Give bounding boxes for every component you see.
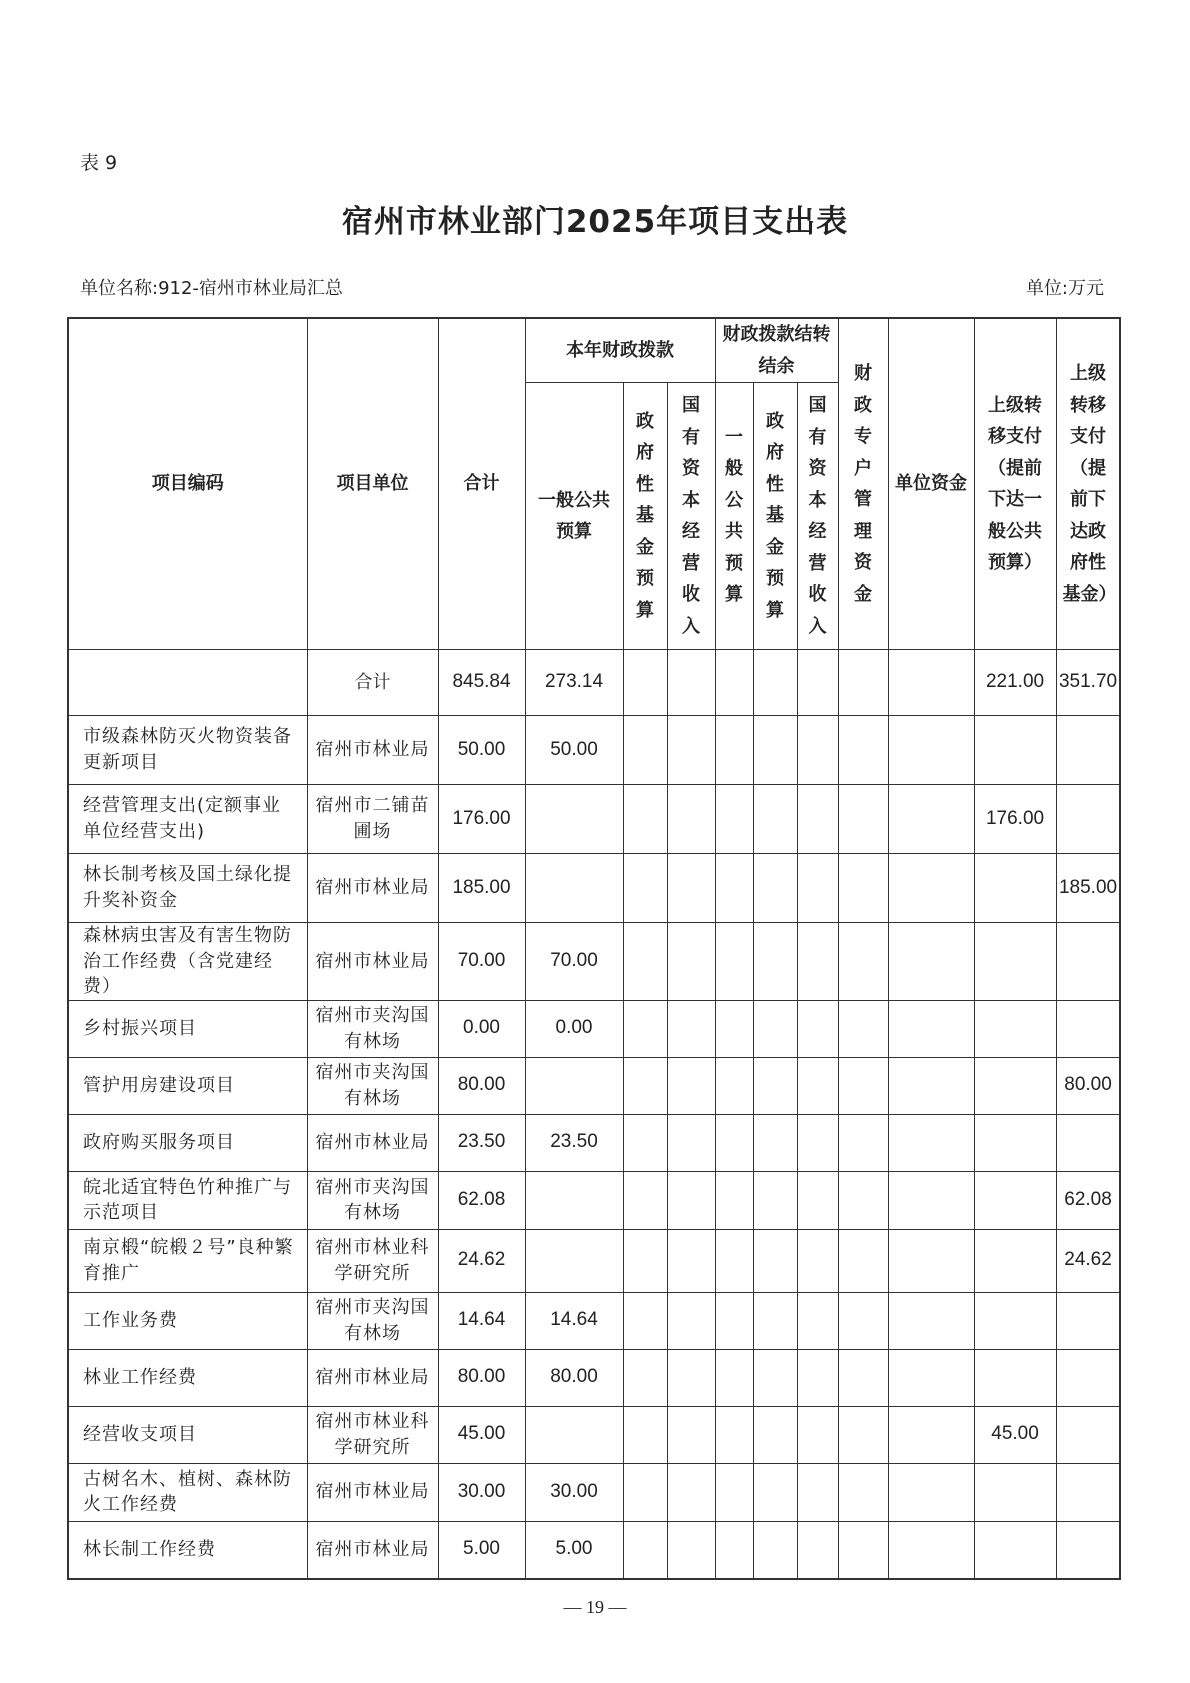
unit-name-label: 单位名称:912-宿州市林业局汇总 <box>80 278 343 299</box>
empty-cell <box>888 1000 974 1057</box>
cy-general-cell: 14.64 <box>525 1292 623 1349</box>
cy-general-cell: 50.00 <box>525 716 623 785</box>
empty-cell <box>797 1171 838 1229</box>
empty-cell <box>623 1000 667 1057</box>
transfer-general-cell <box>1056 1521 1120 1579</box>
empty-cell <box>797 785 838 854</box>
unit-funds-cell <box>974 716 1056 785</box>
table-row <box>68 716 1120 785</box>
empty-cell <box>667 923 715 1001</box>
empty-cell <box>623 785 667 854</box>
empty-cell <box>797 716 838 785</box>
empty-cell <box>623 1521 667 1579</box>
transfer-general-cell: 62.08 <box>1056 1171 1120 1229</box>
empty-cell <box>667 1057 715 1114</box>
header-special-account: 财政专户管理资金 <box>838 318 888 650</box>
unit-funds-cell <box>974 854 1056 923</box>
total-cell: 23.50 <box>438 1114 525 1171</box>
empty-cell <box>715 716 753 785</box>
project-unit-cell: 宿州市林业局 <box>307 1463 438 1521</box>
transfer-general-cell: 80.00 <box>1056 1057 1120 1114</box>
transfer-general-cell <box>1056 1000 1120 1057</box>
empty-cell <box>753 1171 797 1229</box>
empty-cell <box>623 1349 667 1406</box>
header-co-govfund-budget: 政府性基金预算 <box>753 383 797 650</box>
empty-cell <box>838 1349 888 1406</box>
project-name-cell: 乡村振兴项目 <box>68 1000 307 1057</box>
empty-cell <box>797 1114 838 1171</box>
total-cell: 70.00 <box>438 923 525 1001</box>
transfer-general-cell: 24.62 <box>1056 1229 1120 1292</box>
empty-cell <box>667 1114 715 1171</box>
cy-general-cell <box>525 854 623 923</box>
empty-cell <box>888 1057 974 1114</box>
empty-cell <box>797 1521 838 1579</box>
unit-funds-cell <box>974 1057 1056 1114</box>
project-name-cell: 市级森林防灭火物资装备更新项目 <box>68 716 307 785</box>
summary-total: 845.84 <box>438 650 525 716</box>
table-number-label: 表 9 <box>80 152 118 174</box>
empty-cell <box>888 1521 974 1579</box>
empty-cell <box>797 1292 838 1349</box>
empty-cell <box>838 1171 888 1229</box>
project-name-cell: 林业工作经费 <box>68 1349 307 1406</box>
empty-cell <box>753 1463 797 1521</box>
header-co-state-capital: 国有资本经营收入 <box>797 383 838 650</box>
unit-funds-cell <box>974 1521 1056 1579</box>
empty-cell <box>715 1000 753 1057</box>
project-name-cell: 工作业务费 <box>68 1292 307 1349</box>
empty-cell <box>797 854 838 923</box>
cy-general-cell <box>525 785 623 854</box>
empty-cell <box>667 1521 715 1579</box>
empty-cell <box>888 1292 974 1349</box>
empty-cell <box>753 785 797 854</box>
unit-funds-cell <box>974 1114 1056 1171</box>
cy-general-cell: 5.00 <box>525 1521 623 1579</box>
empty-cell <box>667 1000 715 1057</box>
header-project-unit: 项目单位 <box>307 318 438 650</box>
empty-cell <box>888 785 974 854</box>
empty-cell <box>623 1171 667 1229</box>
transfer-general-cell <box>1056 1114 1120 1171</box>
empty-cell <box>888 716 974 785</box>
project-unit-cell: 宿州市二铺苗圃场 <box>307 785 438 854</box>
unit-funds-cell <box>974 1171 1056 1229</box>
project-expenditure-table <box>67 317 1121 1580</box>
project-unit-cell: 宿州市林业局 <box>307 716 438 785</box>
empty-cell <box>838 1292 888 1349</box>
total-cell: 5.00 <box>438 1521 525 1579</box>
header-cy-govfund-budget: 政府性基金预算 <box>623 383 667 650</box>
project-unit-cell: 宿州市林业局 <box>307 1521 438 1579</box>
empty-cell <box>623 923 667 1001</box>
empty-cell <box>715 1521 753 1579</box>
empty-cell <box>888 1349 974 1406</box>
empty-cell <box>623 1406 667 1463</box>
page-number: — 19 — <box>563 1597 627 1617</box>
empty-cell <box>715 785 753 854</box>
table-row <box>68 1292 1120 1349</box>
empty-cell <box>623 1057 667 1114</box>
total-cell: 45.00 <box>438 1406 525 1463</box>
header-transfer-general: 上级转移支付（提前下达一般公共预算） <box>974 318 1056 650</box>
total-cell: 24.62 <box>438 1229 525 1292</box>
empty-cell <box>715 1171 753 1229</box>
project-unit-cell: 宿州市林业局 <box>307 1114 438 1171</box>
empty-cell <box>715 1229 753 1292</box>
total-cell: 50.00 <box>438 716 525 785</box>
empty-cell <box>838 716 888 785</box>
project-name-cell: 经营收支项目 <box>68 1406 307 1463</box>
empty-cell <box>667 716 715 785</box>
empty-cell <box>623 1229 667 1292</box>
project-unit-cell: 宿州市林业局 <box>307 1349 438 1406</box>
empty-cell <box>715 854 753 923</box>
transfer-general-cell: 185.00 <box>1056 854 1120 923</box>
project-name-cell: 林长制工作经费 <box>68 1521 307 1579</box>
project-unit-cell: 宿州市林业科学研究所 <box>307 1229 438 1292</box>
empty-cell <box>838 1521 888 1579</box>
empty-cell <box>797 923 838 1001</box>
empty-cell <box>715 1057 753 1114</box>
table-row <box>68 1463 1120 1521</box>
total-cell: 80.00 <box>438 1057 525 1114</box>
summary-row <box>68 650 1120 716</box>
project-unit-cell: 宿州市林业局 <box>307 923 438 1001</box>
header-total: 合计 <box>438 318 525 650</box>
empty-cell <box>623 1292 667 1349</box>
header-co-general-budget: 一般公共预算 <box>715 383 753 650</box>
header-project-code: 项目编码 <box>68 318 307 650</box>
table-row <box>68 923 1120 1001</box>
summary-unit-funds: 221.00 <box>974 650 1056 716</box>
empty-cell <box>838 1463 888 1521</box>
table-row <box>68 1521 1120 1579</box>
total-cell: 176.00 <box>438 785 525 854</box>
table-row <box>68 1000 1120 1057</box>
cy-general-cell: 30.00 <box>525 1463 623 1521</box>
project-name-cell: 森林病虫害及有害生物防治工作经费（含党建经费） <box>68 923 307 1001</box>
header-transfer-govfund: 上级转移支付（提前下达政府性基金） <box>1056 318 1120 650</box>
empty-cell <box>715 1463 753 1521</box>
header-unit-funds: 单位资金 <box>888 318 974 650</box>
unit-funds-cell: 176.00 <box>974 785 1056 854</box>
empty-cell <box>753 1114 797 1171</box>
empty-cell <box>838 1114 888 1171</box>
empty-cell <box>838 923 888 1001</box>
table-row <box>68 1406 1120 1463</box>
table-row <box>68 1057 1120 1114</box>
project-name-cell: 古树名木、植树、森林防火工作经费 <box>68 1463 307 1521</box>
total-cell: 30.00 <box>438 1463 525 1521</box>
total-cell: 14.64 <box>438 1292 525 1349</box>
header-current-year-allocation: 本年财政拨款 <box>525 318 715 383</box>
empty-cell <box>715 923 753 1001</box>
summary-transfer-general: 351.70 <box>1056 650 1120 716</box>
table-row <box>68 785 1120 854</box>
cy-general-cell <box>525 1406 623 1463</box>
project-name-cell: 皖北适宜特色竹种推广与示范项目 <box>68 1171 307 1229</box>
cy-general-cell: 70.00 <box>525 923 623 1001</box>
unit-funds-cell <box>974 1292 1056 1349</box>
empty-cell <box>838 1057 888 1114</box>
empty-cell <box>715 1114 753 1171</box>
header-carryover: 财政拨款结转结余 <box>715 318 838 383</box>
transfer-general-cell <box>1056 785 1120 854</box>
transfer-general-cell <box>1056 923 1120 1001</box>
empty-cell <box>753 1349 797 1406</box>
unit-funds-cell <box>974 1229 1056 1292</box>
empty-cell <box>888 1229 974 1292</box>
transfer-general-cell <box>1056 1406 1120 1463</box>
total-cell: 185.00 <box>438 854 525 923</box>
table-row <box>68 1349 1120 1406</box>
project-name-cell: 管护用房建设项目 <box>68 1057 307 1114</box>
empty-cell <box>888 1406 974 1463</box>
project-unit-cell: 宿州市夹沟国有林场 <box>307 1000 438 1057</box>
empty-cell <box>667 1229 715 1292</box>
empty-cell <box>797 1406 838 1463</box>
transfer-general-cell <box>1056 1463 1120 1521</box>
empty-cell <box>838 1406 888 1463</box>
table-row <box>68 1171 1120 1229</box>
project-name-cell: 政府购买服务项目 <box>68 1114 307 1171</box>
total-cell: 80.00 <box>438 1349 525 1406</box>
transfer-general-cell <box>1056 1292 1120 1349</box>
project-unit-cell: 宿州市夹沟国有林场 <box>307 1171 438 1229</box>
empty-cell <box>753 1057 797 1114</box>
header-cy-general-budget: 一般公共预算 <box>525 383 623 650</box>
cy-general-cell: 0.00 <box>525 1000 623 1057</box>
transfer-general-cell <box>1056 1349 1120 1406</box>
summary-label: 合计 <box>307 650 438 716</box>
unit-funds-cell <box>974 1000 1056 1057</box>
unit-funds-cell <box>974 1463 1056 1521</box>
table-row <box>68 1229 1120 1292</box>
empty-cell <box>667 1171 715 1229</box>
cy-general-cell <box>525 1229 623 1292</box>
total-cell: 0.00 <box>438 1000 525 1057</box>
cy-general-cell: 23.50 <box>525 1114 623 1171</box>
empty-cell <box>753 1406 797 1463</box>
project-unit-cell: 宿州市夹沟国有林场 <box>307 1292 438 1349</box>
empty-cell <box>888 923 974 1001</box>
empty-cell <box>797 1000 838 1057</box>
empty-cell <box>838 854 888 923</box>
project-unit-cell: 宿州市林业局 <box>307 854 438 923</box>
empty-cell <box>838 1000 888 1057</box>
empty-cell <box>797 1229 838 1292</box>
empty-cell <box>888 1171 974 1229</box>
empty-cell <box>667 785 715 854</box>
empty-cell <box>623 1114 667 1171</box>
unit-funds-cell <box>974 923 1056 1001</box>
cy-general-cell <box>525 1057 623 1114</box>
empty-cell <box>667 1349 715 1406</box>
empty-cell <box>797 1463 838 1521</box>
empty-cell <box>753 854 797 923</box>
empty-cell <box>753 716 797 785</box>
empty-cell <box>753 1292 797 1349</box>
unit-funds-cell: 45.00 <box>974 1406 1056 1463</box>
empty-cell <box>667 1292 715 1349</box>
empty-cell <box>667 1406 715 1463</box>
empty-cell <box>715 1292 753 1349</box>
empty-cell <box>888 854 974 923</box>
empty-cell <box>667 854 715 923</box>
project-unit-cell: 宿州市夹沟国有林场 <box>307 1057 438 1114</box>
summary-cy-general: 273.14 <box>525 650 623 716</box>
unit-funds-cell <box>974 1349 1056 1406</box>
empty-cell <box>623 854 667 923</box>
project-name-cell: 南京椴“皖椴２号”良种繁育推广 <box>68 1229 307 1292</box>
empty-cell <box>715 1349 753 1406</box>
empty-cell <box>623 716 667 785</box>
cy-general-cell: 80.00 <box>525 1349 623 1406</box>
empty-cell <box>753 923 797 1001</box>
cy-general-cell <box>525 1171 623 1229</box>
project-unit-cell: 宿州市林业科学研究所 <box>307 1406 438 1463</box>
empty-cell <box>753 1521 797 1579</box>
transfer-general-cell <box>1056 716 1120 785</box>
empty-cell <box>715 1406 753 1463</box>
document-title: 宿州市林业部门2025年项目支出表 <box>341 204 849 240</box>
empty-cell <box>838 1229 888 1292</box>
table-row <box>68 854 1120 923</box>
total-cell: 62.08 <box>438 1171 525 1229</box>
header-cy-state-capital: 国有资本经营收入 <box>667 383 715 650</box>
currency-unit-label: 单位:万元 <box>1025 278 1104 299</box>
empty-cell <box>797 1349 838 1406</box>
empty-cell <box>667 1463 715 1521</box>
empty-cell <box>888 1114 974 1171</box>
empty-cell <box>797 1057 838 1114</box>
table-row <box>68 1114 1120 1171</box>
empty-cell <box>838 785 888 854</box>
empty-cell <box>753 1229 797 1292</box>
project-name-cell: 林长制考核及国土绿化提升奖补资金 <box>68 854 307 923</box>
empty-cell <box>623 1463 667 1521</box>
project-name-cell: 经营管理支出(定额事业单位经营支出) <box>68 785 307 854</box>
empty-cell <box>888 1463 974 1521</box>
empty-cell <box>753 1000 797 1057</box>
